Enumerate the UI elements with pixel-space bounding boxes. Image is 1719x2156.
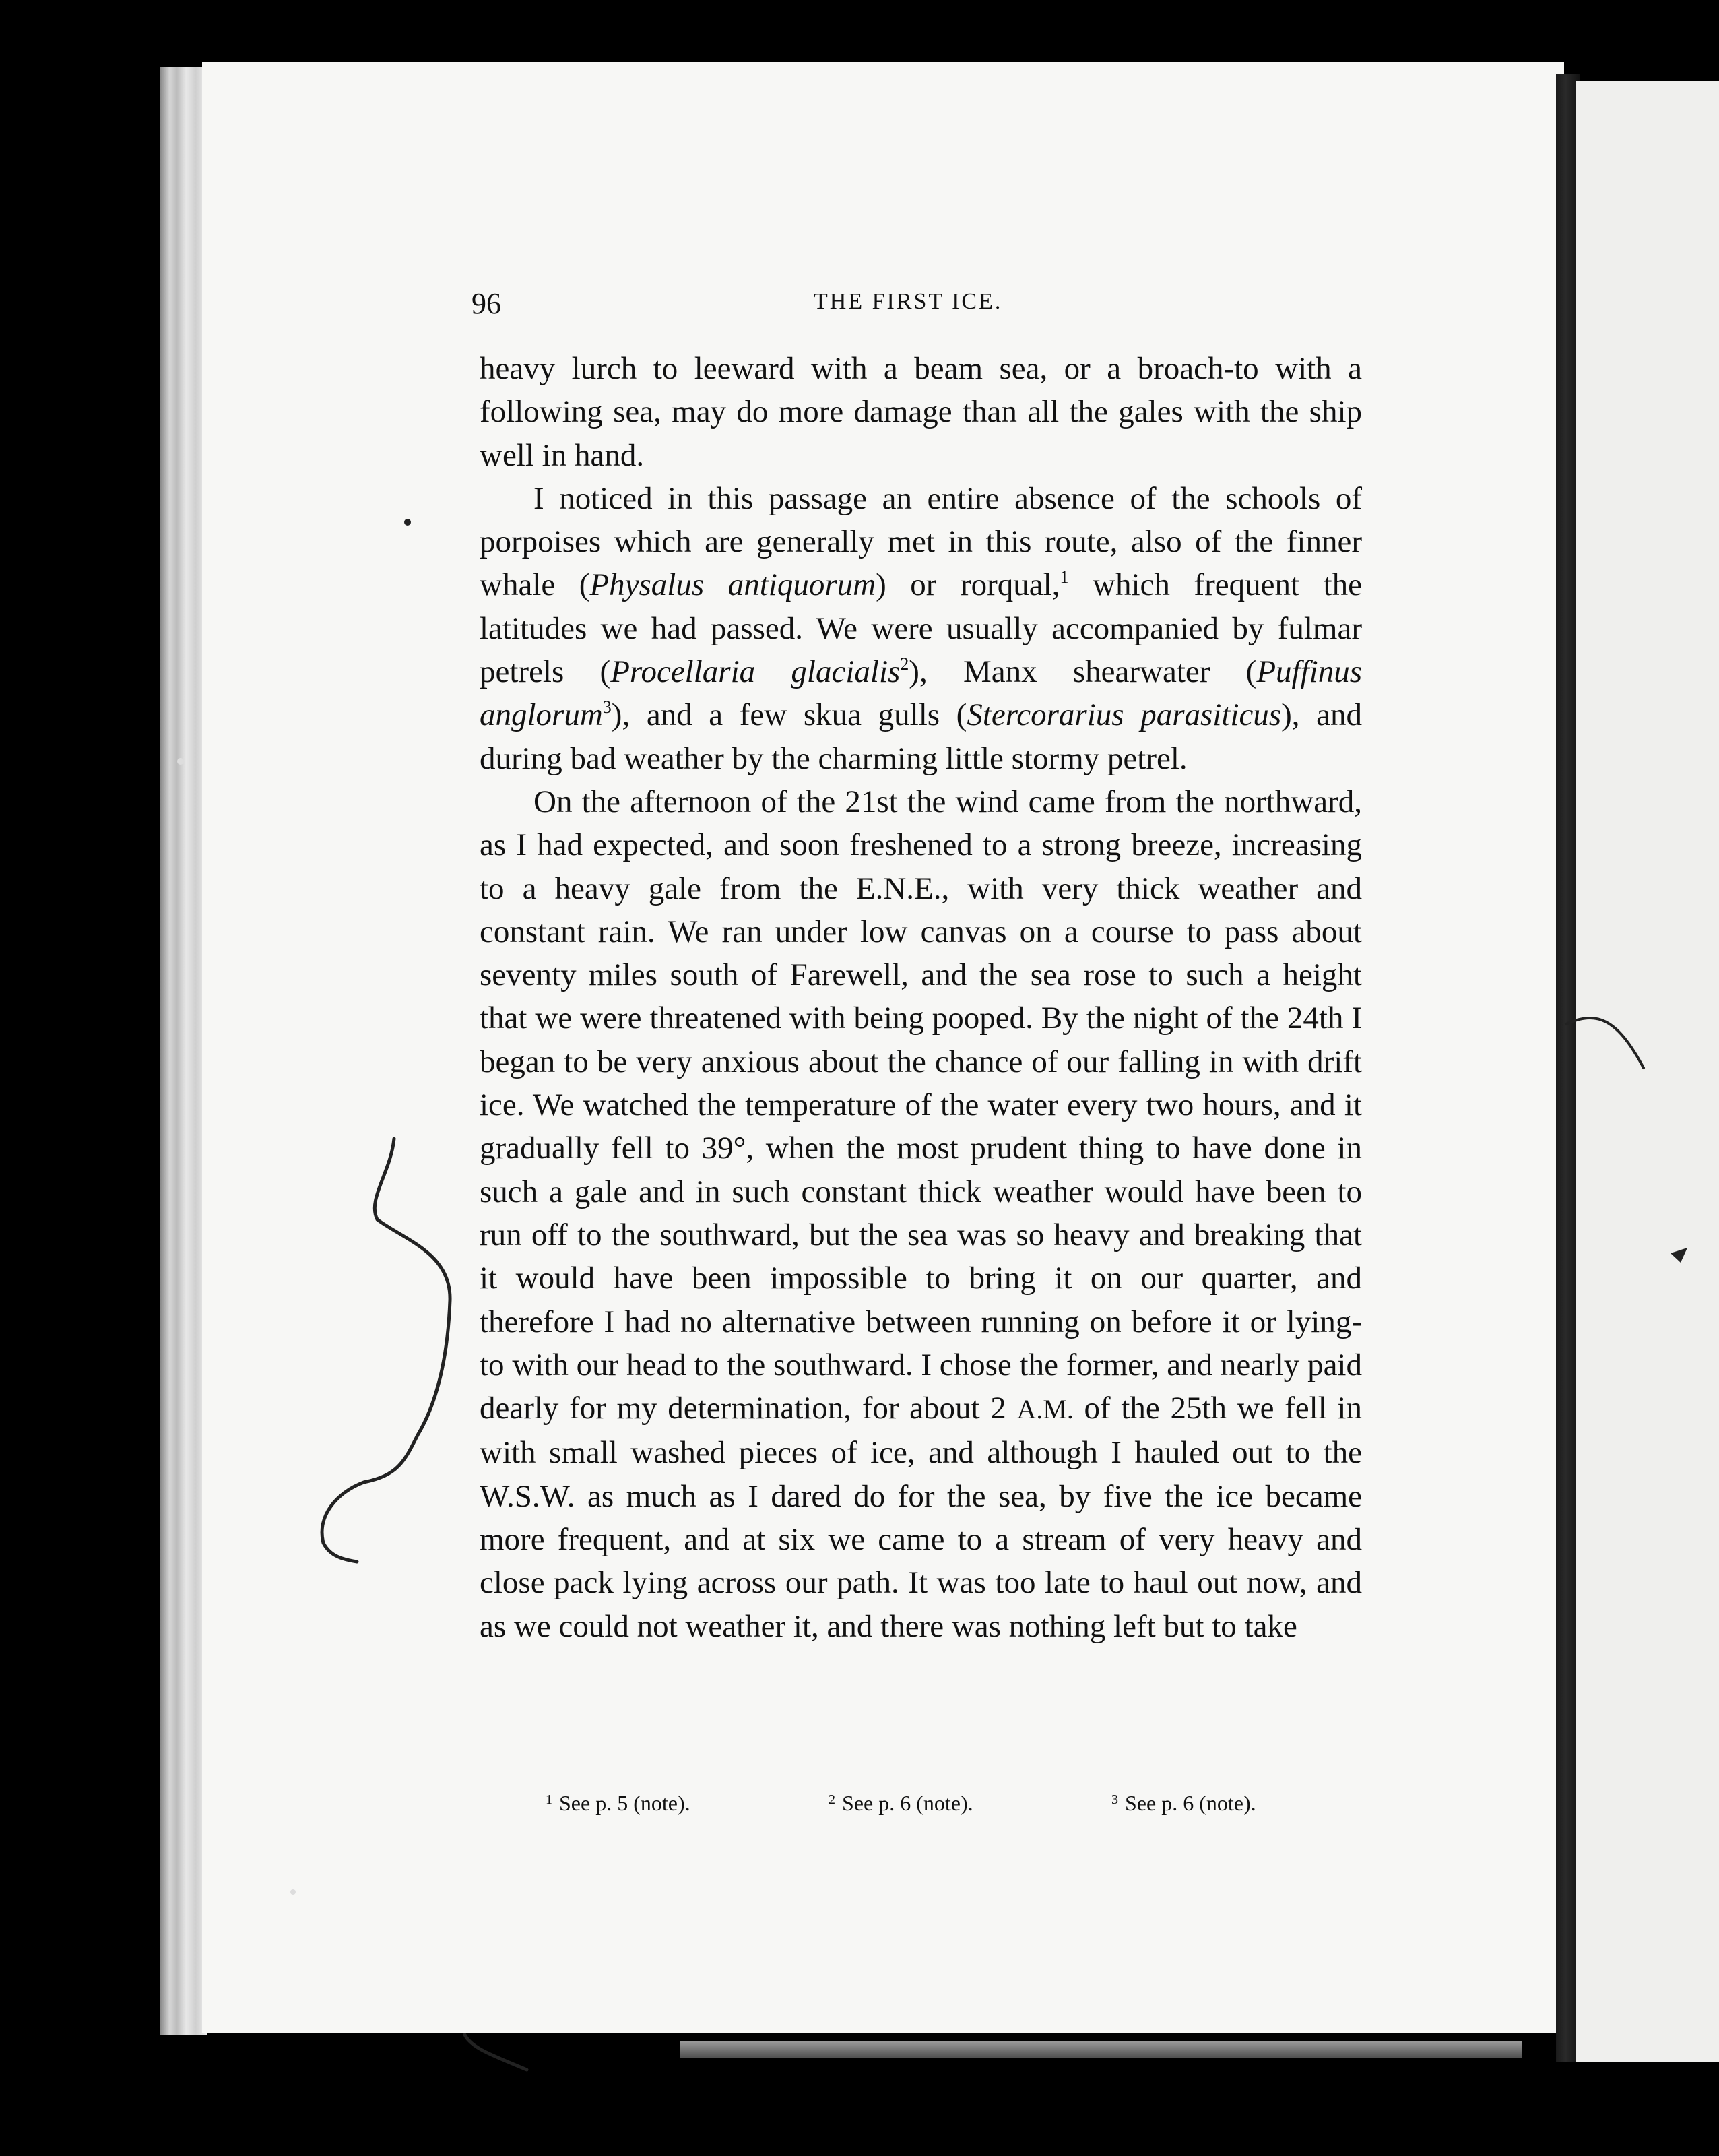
footnote-1-text: See p. 5 (note). [559,1791,690,1815]
p2-text-3: which frequent the latitudes we had passed. We were usually accompanied by fulmar petrels ( [480,567,1362,690]
footnote-2-mark: 2 [829,1792,835,1807]
footnote-ref-1: 1 [1060,567,1069,588]
footnote-3-mark: 3 [1111,1792,1118,1807]
p2-species-4: Stercorarius parasiticus [967,697,1282,733]
p3-time-abbrev: A.M. [1016,1394,1074,1425]
pencil-bracket-mark [322,1139,450,1562]
speck-mark [177,758,184,765]
p2-text-1: I noticed in this passage an entire absence of the schools of porpoises which are generally met in this route, also of the finner whale ( [480,480,1362,603]
p2-text-6: ), and during bad weather by the charming little stormy petrel. [480,697,1362,776]
footnote-1-mark: 1 [546,1792,552,1807]
p2-species-1: Physalus antiquorum [589,567,876,603]
gutter-stain-mark [1566,1018,1644,1068]
p2-text-4: ), Manx shearwater ( [909,654,1257,690]
p3-text-1: On the afternoon of the 21st the wind came from the northward, as I had expected, and soon freshened to a strong breeze, increasing to a heavy gale from the E.N.E., with very thick weather and constant rain. We ran under low canvas on a course to pass about seventy miles south of Farewell, and the sea rose to such a height that we were threatened with being pooped. By the night of the 24th I began to be very anxious about the chance of our falling in with drift ice. We watched the temperature of the water every two hours, and it gradually fell to 39°, when the most prudent thing to have done in such a gale and in such constant thick weather would have been to run off to the southward, but the sea was so heavy and breaking that it would have been impossible to bring it on our quarter, and therefore I had no alternative between running on before it or lying-to with our head to the southward. I chose the former, and nearly paid dearly for my determination, for about 2 [480,784,1362,1426]
page-number: 96 [472,287,501,320]
p2-text-5: ), and a few skua gulls ( [611,697,967,733]
paragraph-1-text: heavy lurch to leeward with a beam sea, or a broach-to with a following sea, may do more damage than all the gales with the ship well in hand. [480,351,1362,473]
speck-mark [1671,1248,1687,1263]
pencil-tick-mark [465,2035,527,2070]
chapter-running-title: THE FIRST ICE. [814,289,1003,314]
p3-text-2: of the 25th we fell in with small washed pieces of ice, and although I hauled out to the W.S.W. as much as I dared do for the sea, by five the ice became more frequent, and at six we came to a stream of very heavy and close pack lying across our path. It was too late to haul out now, and as we could not weather it, and there was nothing left but to take [480,1391,1362,1644]
footnote-2-text: See p. 6 (note). [842,1791,973,1815]
speck-mark [290,1889,296,1895]
footnote-3-text: See p. 6 (note). [1125,1791,1256,1815]
speck-mark [404,519,411,526]
p2-text-2: ) or rorqual, [876,567,1060,603]
footnote-ref-3: 3 [602,697,612,718]
footnote-ref-2: 2 [900,654,909,674]
p2-species-2: Procellaria glacialis [610,654,901,690]
p2-species-3: Puffinus anglorum [480,654,1363,733]
